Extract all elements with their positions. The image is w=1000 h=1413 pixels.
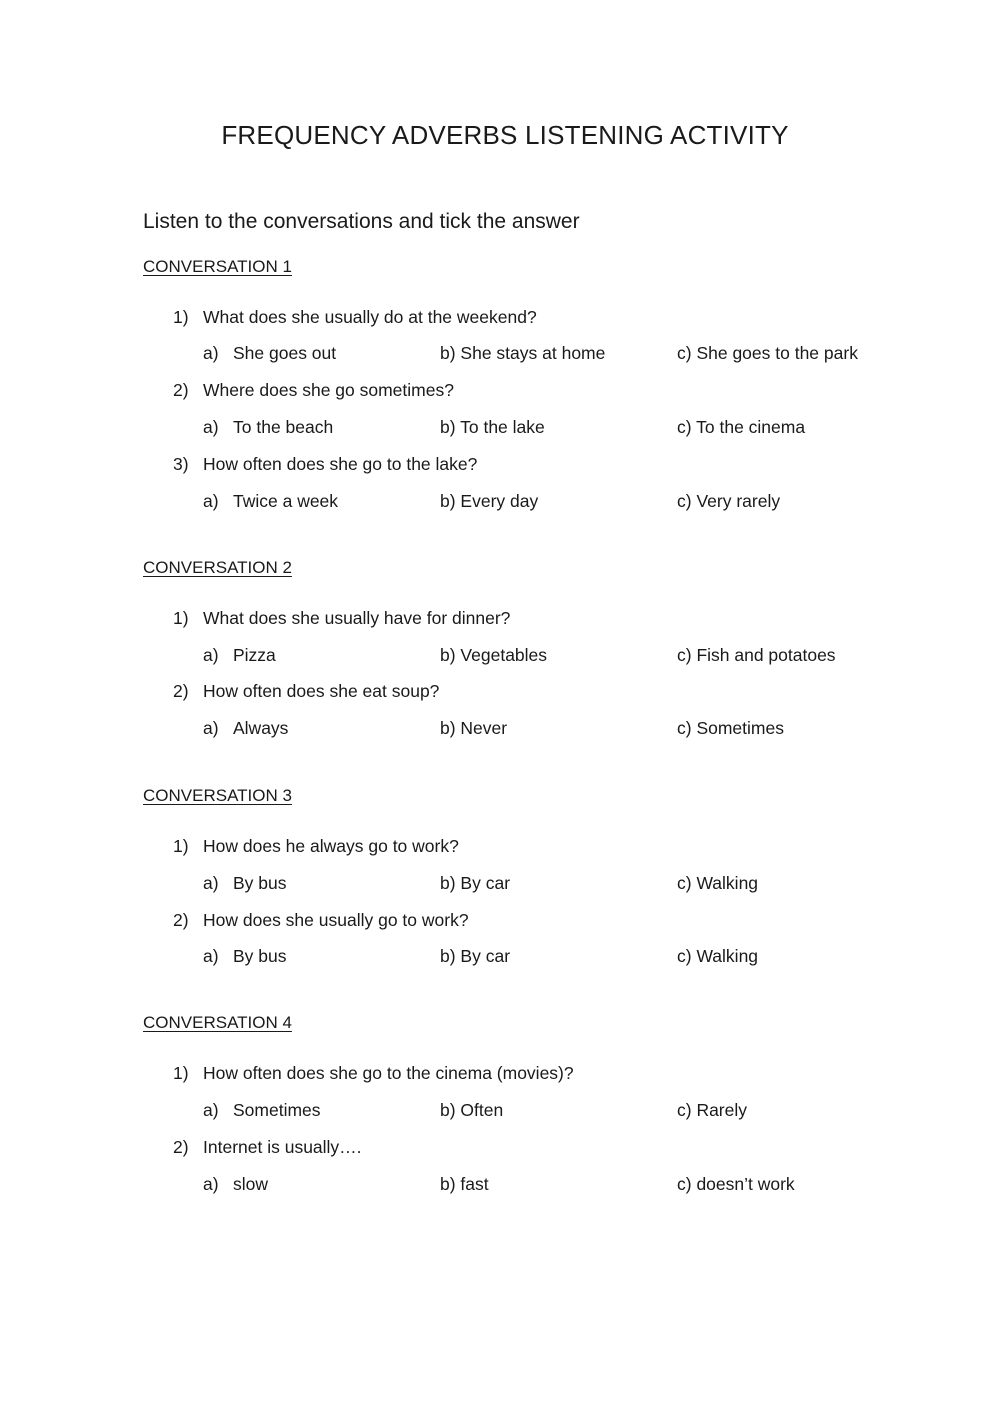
question-text: What does she usually have for dinner?	[203, 608, 511, 628]
option-c[interactable]: c) doesn’t work	[677, 1174, 795, 1194]
option-b[interactable]: b) To the lake	[440, 417, 545, 437]
option-b[interactable]: b) She stays at home	[440, 343, 606, 363]
option-a[interactable]	[203, 718, 288, 739]
option-b[interactable]: b) Often	[440, 1100, 504, 1120]
question-number: 1)	[173, 307, 189, 327]
conversation-3-heading: CONVERSATION 3	[143, 786, 292, 805]
option-a-letter: a)	[203, 645, 219, 665]
question-text: How does he always go to work?	[203, 836, 459, 856]
question-text: What does she usually do at the weekend?	[203, 307, 537, 327]
option-a[interactable]	[203, 873, 287, 894]
option-a-letter: a)	[203, 343, 219, 363]
question-number: 2)	[173, 681, 189, 701]
option-a-text: Sometimes	[233, 1100, 321, 1120]
question	[173, 454, 477, 475]
question-number: 1)	[173, 608, 189, 628]
question	[173, 836, 459, 857]
option-c[interactable]: c) Walking	[677, 873, 759, 893]
option-a-letter: a)	[203, 718, 219, 738]
option-b[interactable]: b) Every day	[440, 491, 539, 511]
option-a-text: To the beach	[233, 417, 334, 437]
question	[173, 608, 510, 629]
option-a-text: She goes out	[233, 343, 337, 363]
option-a-text: Always	[233, 718, 289, 738]
option-c[interactable]: c) Very rarely	[677, 491, 781, 511]
option-a[interactable]	[203, 645, 276, 666]
question-number: 1)	[173, 836, 189, 856]
option-a[interactable]	[203, 946, 287, 967]
option-a-letter: a)	[203, 1174, 219, 1194]
option-b[interactable]: b) By car	[440, 873, 511, 893]
option-a[interactable]	[203, 491, 338, 512]
question-number: 3)	[173, 454, 189, 474]
question-text: How does she usually go to work?	[203, 910, 469, 930]
question-number: 2)	[173, 910, 189, 930]
page-title: FREQUENCY ADVERBS LISTENING ACTIVITY	[221, 120, 789, 150]
question-number: 1)	[173, 1063, 189, 1083]
option-a-text: By bus	[233, 946, 287, 966]
question-text: How often does she go to the lake?	[203, 454, 478, 474]
instruction-text: Listen to the conversations and tick the answer	[143, 210, 580, 233]
conversation-1-heading: CONVERSATION 1	[143, 257, 292, 276]
option-a-letter: a)	[203, 1100, 219, 1120]
option-a-text: slow	[233, 1174, 269, 1194]
option-c[interactable]: c) Rarely	[677, 1100, 748, 1120]
option-a[interactable]	[203, 417, 333, 438]
option-b[interactable]: b) By car	[440, 946, 511, 966]
question	[173, 910, 469, 931]
option-b[interactable]: b) fast	[440, 1174, 489, 1194]
option-a-letter: a)	[203, 946, 219, 966]
question	[173, 681, 439, 702]
question-text: Where does she go sometimes?	[203, 380, 454, 400]
question	[173, 307, 537, 328]
option-c[interactable]: c) Walking	[677, 946, 759, 966]
question-text: How often does she go to the cinema (movies)?	[203, 1063, 574, 1083]
question	[173, 1137, 362, 1158]
question	[173, 380, 454, 401]
option-a-text: By bus	[233, 873, 287, 893]
option-a[interactable]	[203, 1100, 321, 1121]
option-a-text: Pizza	[233, 645, 276, 665]
option-b[interactable]: b) Vegetables	[440, 645, 548, 665]
option-c[interactable]: c) Fish and potatoes	[677, 645, 836, 665]
option-a-letter: a)	[203, 873, 219, 893]
conversation-4-heading: CONVERSATION 4	[143, 1013, 292, 1032]
question-number: 2)	[173, 1137, 189, 1157]
question	[173, 1063, 574, 1084]
option-a[interactable]	[203, 1174, 268, 1195]
question-text: Internet is usually….	[203, 1137, 362, 1157]
option-c[interactable]: c) Sometimes	[677, 718, 784, 738]
option-a[interactable]	[203, 343, 336, 364]
option-a-letter: a)	[203, 417, 219, 437]
option-a-text: Twice a week	[233, 491, 339, 511]
question-number: 2)	[173, 380, 189, 400]
option-c[interactable]: c) To the cinema	[677, 417, 806, 437]
conversation-2-heading: CONVERSATION 2	[143, 558, 292, 577]
option-b[interactable]: b) Never	[440, 718, 508, 738]
question-text: How often does she eat soup?	[203, 681, 440, 701]
option-a-letter: a)	[203, 491, 219, 511]
option-c[interactable]: c) She goes to the park	[677, 343, 858, 363]
